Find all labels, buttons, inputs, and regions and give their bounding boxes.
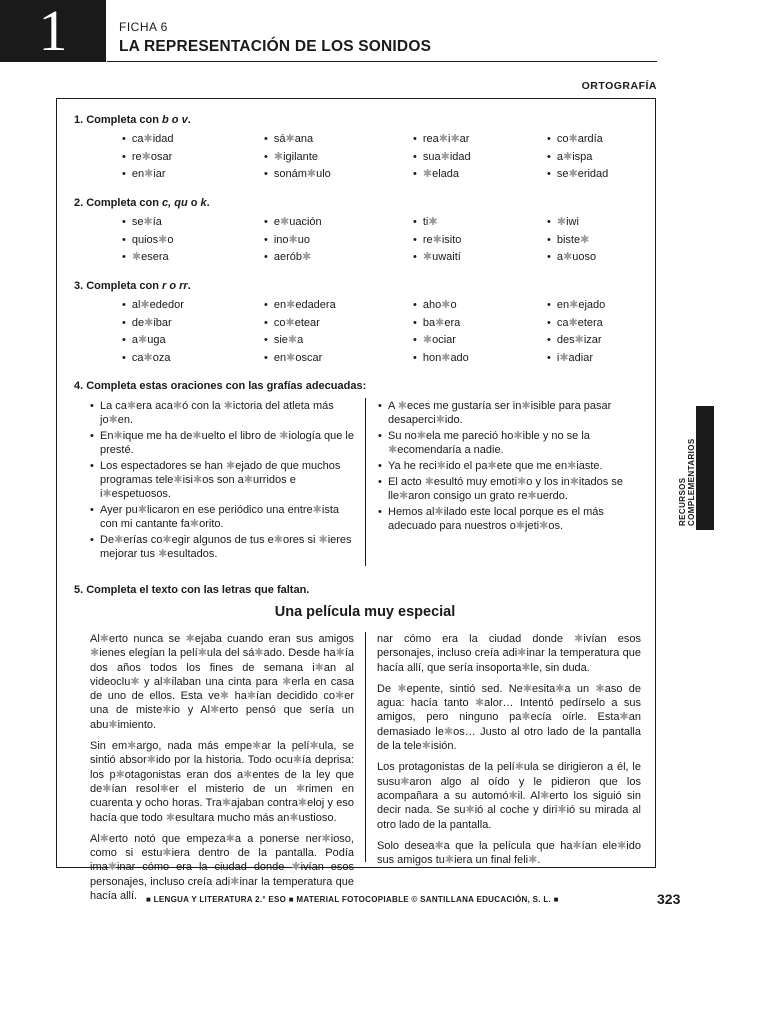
q1-col xyxy=(547,131,608,184)
word-item: • ti✱ xyxy=(413,214,461,232)
footer-copyright: MATERIAL FOTOCOPIABLE © SANTILLANA EDUCACIÓN, S. L. xyxy=(296,895,552,904)
word-item: • ca✱oza xyxy=(122,350,184,368)
word-item: • a✱ispa xyxy=(547,149,608,167)
word-item: • re✱osar xyxy=(122,149,174,167)
word-item: • de✱ibar xyxy=(122,315,184,333)
word-item: • ✱uwaití xyxy=(413,249,461,267)
story-paragraph: Solo desea✱a que la película que ha✱ían ele✱ido sus amigos tu✱iera un final feli✱. xyxy=(377,839,641,867)
q4-title: 4. Completa estas oraciones con las grafías adecuadas: xyxy=(74,380,367,392)
footer-square-icon xyxy=(289,895,294,904)
sentence-item: • Hemos al✱ilado este local porque es el más adecuado para nuestros o✱jeti✱os. xyxy=(378,505,641,533)
word-item: • re✱isito xyxy=(413,232,461,250)
word-item: • en✱edadera xyxy=(264,297,336,315)
q2-title-prefix: 2. Completa con xyxy=(74,197,163,209)
q2-title xyxy=(74,197,210,209)
story-right-column xyxy=(377,632,642,867)
q3-title-prefix: 3. Completa con xyxy=(74,280,163,292)
word-item: • a✱uga xyxy=(122,332,184,350)
q4-divider xyxy=(365,398,366,566)
sentence-item: • De✱erías co✱egir algunos de tus e✱ores si ✱ieres mejorar tus ✱esultados. xyxy=(90,533,356,561)
word-item: • biste✱ xyxy=(547,232,596,250)
word-item: • se✱eridad xyxy=(547,166,608,184)
q1-col xyxy=(122,131,174,184)
word-item: • ✱iwi xyxy=(547,214,596,232)
story-paragraph: nar cómo era la ciudad donde ✱ivían esos personajes, incluso creía adi✱inar la temperatura que hacía allí, que sería insoporta✱le, sin duda. xyxy=(377,633,641,674)
q3-col xyxy=(122,297,184,367)
sentence-item: • Ayer pu✱licaron en ese periódico una entre✱ista con mi cantante fa✱orito. xyxy=(90,503,356,531)
word-item: • a✱uoso xyxy=(547,249,596,267)
word-item: • sua✱idad xyxy=(413,149,471,167)
q3-col xyxy=(413,297,469,367)
sentence-item: • Los espectadores se han ✱ejado de que muchos programas tele✱isi✱os son a✱urridos e i✱espetuosos. xyxy=(90,459,356,501)
q1-title-prefix: 1. Completa con xyxy=(74,114,163,126)
q2-col xyxy=(413,214,461,267)
word-item: • ✱esera xyxy=(122,249,174,267)
header-rule xyxy=(107,61,657,62)
q5-title: 5. Completa el texto con las letras que faltan. xyxy=(74,584,310,596)
story-paragraph: Al✱erto nunca se ✱ejaba cuando eran sus amigos ✱ienes elegían la pelí✱ula del sá✱ado. Desde ha✱ía dos años todos los fines de semana i✱an al videoclu✱ y al✱ilaban una cinta para ✱erla en casa de uno de ellos. Esta ve✱ ha✱ían decidido co✱er una de miste✱io y Al✱erto pensó que sería un abu✱imiento. xyxy=(90,633,355,731)
word-item: • co✱ardía xyxy=(547,131,608,149)
word-item: • i✱adiar xyxy=(547,350,605,368)
word-item: • e✱uación xyxy=(264,214,322,232)
q1-title-suffix: . xyxy=(187,114,191,126)
q2-title-letters2: k xyxy=(200,197,207,209)
word-item: • ba✱era xyxy=(413,315,469,333)
q1-col xyxy=(413,131,471,184)
word-item: • sá✱ana xyxy=(264,131,331,149)
q3-title-suffix: . xyxy=(187,280,191,292)
footer xyxy=(146,895,559,904)
word-item: • ca✱idad xyxy=(122,131,174,149)
q2-col xyxy=(264,214,322,267)
word-item: • ca✱etera xyxy=(547,315,605,333)
sentence-item: • Ya he reci✱ido el pa✱ete que me en✱iaste. xyxy=(378,459,641,473)
q1-col xyxy=(264,131,331,184)
q3-col xyxy=(547,297,605,367)
word-item: • aerób✱ xyxy=(264,249,322,267)
word-item: • al✱ededor xyxy=(122,297,184,315)
word-item: • sie✱a xyxy=(264,332,336,350)
footer-square-icon xyxy=(146,895,151,904)
page-title: LA REPRESENTACIÓN DE LOS SONIDOS xyxy=(119,38,432,55)
word-item: • sonám✱ulo xyxy=(264,166,331,184)
word-item: • se✱ía xyxy=(122,214,174,232)
story-divider xyxy=(365,632,366,862)
sentence-item: • La ca✱era aca✱ó con la ✱ictoria del atleta más jo✱en. xyxy=(90,399,356,427)
q2-col xyxy=(122,214,174,267)
side-tab-marker xyxy=(696,406,714,530)
q2-col xyxy=(547,214,596,267)
footer-square-icon xyxy=(554,895,559,904)
story-paragraph: Sin em✱argo, nada más empe✱ar la pelí✱ula, se sintió absor✱ido por la historia. Todo ocu✱ía deprisa: los p✱otagonistas eran dos a✱entes de la ley que de✱ían resol✱er el misterio de un ✱rimen en cuarenta y ocho horas. Tra✱ajaban contra✱eloj y eso hacía que todo ✱esultara mucho más an✱ustioso. xyxy=(90,740,354,824)
story-paragraph: Al✱erto notó que empeza✱a a ponerse ner✱ioso, como si estu✱iera dentro de la pantalla. Podía ima✱inar cómo era la ciudad donde ✱ivían esos personajes, incluso creía adi✱inar la temperatura que hacía allí. xyxy=(90,832,354,903)
sentence-item: • Su no✱ela me pareció ho✱ible y no se la ✱ecomendaría a nadie. xyxy=(378,429,641,457)
q3-title xyxy=(74,280,191,292)
sentence-item: • En✱ique me ha de✱uelto el libro de ✱iología que le presté. xyxy=(90,429,356,457)
q4-left-list xyxy=(90,399,356,563)
footer-book: LENGUA Y LITERATURA 2.° ESO xyxy=(153,895,287,904)
word-item: • ✱ociar xyxy=(413,332,469,350)
word-item: • en✱oscar xyxy=(264,350,336,368)
word-item: • des✱izar xyxy=(547,332,605,350)
q1-title xyxy=(74,114,191,126)
ficha-label: FICHA 6 xyxy=(119,20,168,34)
q3-col xyxy=(264,297,336,367)
section-label: ORTOGRAFÍA xyxy=(581,80,657,92)
word-item: • en✱iar xyxy=(122,166,174,184)
q1-title-letters: b o v xyxy=(162,114,188,126)
side-tab-label: RECURSOS COMPLEMENTARIOS xyxy=(678,438,696,526)
word-item: • ✱elada xyxy=(413,166,471,184)
word-item: • ino✱uo xyxy=(264,232,322,250)
q3-title-letters: r o rr xyxy=(162,280,188,292)
word-item: • quios✱o xyxy=(122,232,174,250)
word-item: • rea✱i✱ar xyxy=(413,131,471,149)
word-item: • hon✱ado xyxy=(413,350,469,368)
q2-title-letters: c, qu xyxy=(162,197,188,209)
word-item: • en✱ejado xyxy=(547,297,605,315)
ficha-number-block: 1 xyxy=(0,0,106,62)
word-item: • aho✱o xyxy=(413,297,469,315)
sentence-item: • A ✱eces me gustaría ser in✱isible para pasar desaperci✱ido. xyxy=(378,399,641,427)
q2-title-mid: o xyxy=(187,197,201,209)
word-item: • co✱etear xyxy=(264,315,336,333)
story-paragraph: De ✱epente, sintió sed. Ne✱esita✱a un ✱aso de agua: hacía tanto ✱alor… Intentó pedírselo a sus amigos, pero ninguno pa✱ecía oírle. Esta✱an demasiado le✱os… Justo al otro lado de la pantalla de la tele✱isión. xyxy=(377,682,642,753)
page-number: 323 xyxy=(657,891,681,907)
q2-title-suffix: . xyxy=(206,197,210,209)
q4-right-list xyxy=(378,399,641,535)
sentence-item: • El acto ✱esultó muy emoti✱o y los in✱itados se lle✱aron consigo un grato re✱uerdo. xyxy=(378,475,641,503)
story-title: Una película muy especial xyxy=(274,604,456,620)
story-paragraph: Los protagonistas de la pelí✱ula se dirigieron a él, le susu✱aron algo al oído y le pidieron que los acompañara a su automó✱il. Al✱erto los siguió sin decir nada. Se su✱ió al coche y diri✱ió su mirada al otro lado de la pantalla. xyxy=(377,761,641,831)
word-item: • ✱igilante xyxy=(264,149,331,167)
